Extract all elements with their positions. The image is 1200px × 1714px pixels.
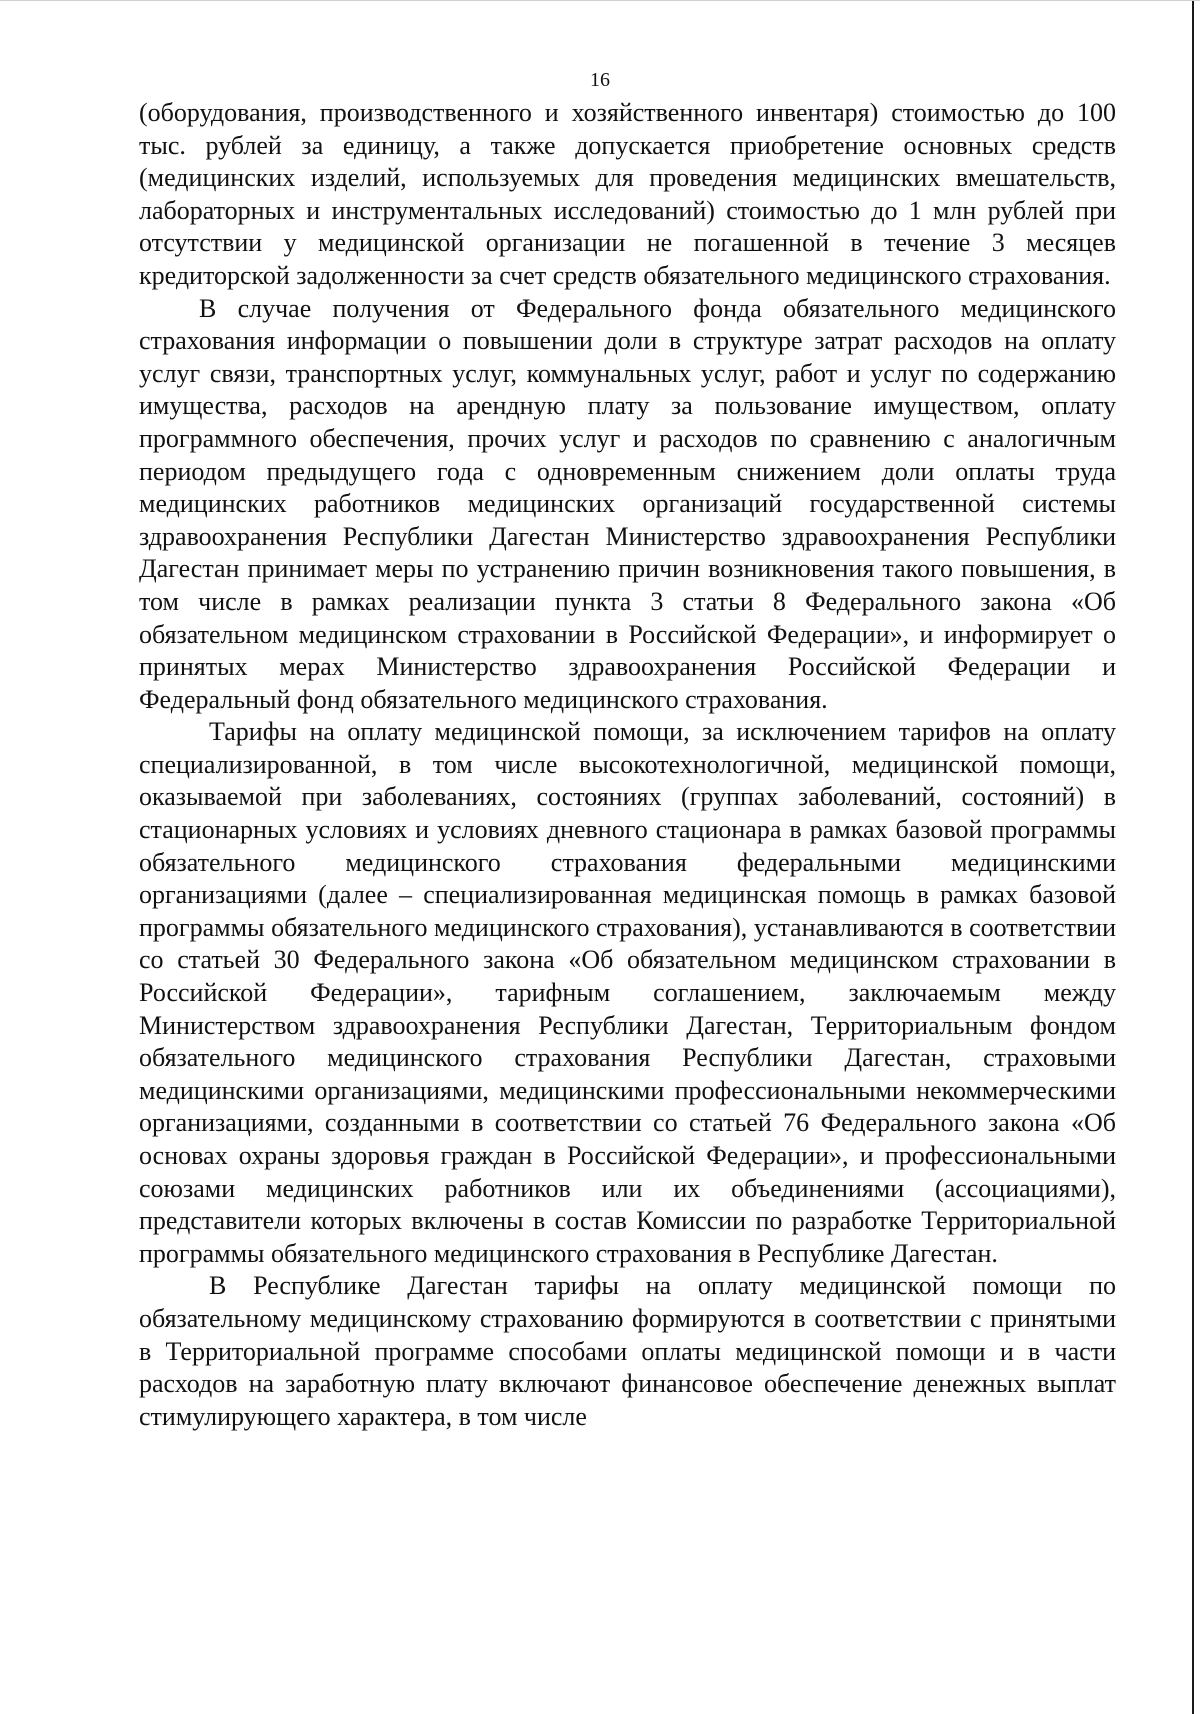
scan-edge-line [1192,1,1194,1714]
page-number: 16 [590,69,610,91]
paragraph-1: (оборудования, производственного и хозяйственного инвентаря) стоимостью до 100 тыс. рублей за единицу, а также допускается приобретение основных средств (медицинских изделий, используемых для проведения медицинских вмешательств, лабораторных и инструментальных исследований) стоимостью до 1 млн рублей при отсутствии у медицинской организации не погашенной в течение 3 месяцев кредиторской задолженности за счет средств обязательного медицинского страхования. [139,98,1116,290]
paragraph-4: В Республике Дагестан тарифы на оплату медицинской помощи по обязательному медицинскому страхованию формируются в соответствии с принятыми в Территориальной программе способами оплаты медицинской помощи и в части расходов на заработную плату включают финансовое обеспечение денежных выплат стимулирующего характера, в том числе [139,1271,1116,1431]
document-body [139,97,1116,1433]
paragraph-3: Тарифы на оплату медицинской помощи, за исключением тарифов на оплату специализированной, в том числе высокотехнологичной, медицинской помощи, оказываемой при заболеваниях, состояниях (группах заболеваний, состояний) в стационарных условиях и условиях дневного стационара в рамках базовой программы обязательного медицинского страхования федеральными медицинскими организациями (далее – специализированная медицинская помощь в рамках базовой программы обязательного медицинского страхования), устанавливаются в соответствии со статьей 30 Федерального закона «Об обязательном медицинском страховании в Российской Федерации», тарифным соглашением, заключаемым между Министерством здравоохранения Республики Дагестан, Территориальным фондом обязательного медицинского страхования Республики Дагестан, страховыми медицинскими организациями, медицинскими профессиональными некоммерческими организациями, созданными в соответствии со статьей 76 Федерального закона «Об основах охраны здоровья граждан в Российской Федерации», и профессиональными союзами медицинских работников или их объединениями (ассоциациями), представители которых включены в состав Комиссии по разработке Территориальной программы обязательного медицинского страхования в Республике Дагестан. [139,717,1116,1268]
paragraph-2: В случае получения от Федерального фонда обязательного медицинского страхования информации о повышении доли в структуре затрат расходов на оплату услуг связи, транспортных услуг, коммунальных услуг, работ и услуг по содержанию имущества, расходов на арендную плату за пользование имуществом, оплату программного обеспечения, прочих услуг и расходов по сравнению с аналогичным периодом предыдущего года с одновременным снижением доли оплаты труда медицинских работников медицинских организаций государственной системы здравоохранения Республики Дагестан Министерство здравоохранения Республики Дагестан принимает меры по устранению причин возникновения такого повышения, в том числе в рамках реализации пункта 3 статьи 8 Федерального закона «Об обязательном медицинском страховании в Российской Федерации», и информирует о принятых мерах Министерство здравоохранения Российской Федерации и Федеральный фонд обязательного медицинского страхования. [139,293,1116,714]
